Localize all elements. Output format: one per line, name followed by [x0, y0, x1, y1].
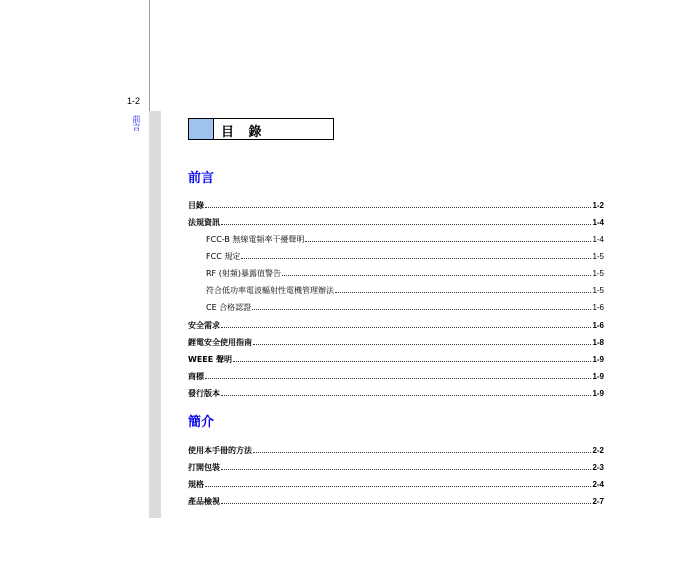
toc-entry[interactable] — [206, 268, 604, 279]
toc-entry-page: 1-5 — [592, 269, 604, 278]
toc-entry-label: 產品檢視 — [188, 497, 220, 506]
leader-dots — [205, 206, 591, 208]
toc-entry-page: 2-4 — [592, 480, 604, 489]
toc-entry[interactable] — [206, 285, 604, 296]
toc-entry-label: 打開包裝 — [188, 463, 220, 472]
toc-entry-page: 1-9 — [592, 389, 604, 398]
toc-title: 目 錄 — [221, 125, 267, 140]
toc-entry[interactable] — [188, 371, 604, 382]
leader-dots — [335, 291, 591, 293]
toc-entry-label: FCC 規定 — [206, 252, 241, 261]
toc-entry-label: 安全需求 — [188, 321, 220, 330]
toc-entry-label: 規格 — [188, 480, 204, 489]
margin-gutter — [149, 111, 161, 518]
margin-rule — [149, 0, 150, 111]
toc-entry-page: 2-3 — [592, 463, 604, 472]
leader-dots — [233, 360, 591, 362]
toc-entry-page: 1-8 — [592, 338, 604, 347]
toc-entry-label: 目錄 — [188, 201, 204, 210]
leader-dots — [221, 502, 591, 504]
toc-entry[interactable] — [188, 445, 604, 456]
toc-entry-page: 1-6 — [592, 321, 604, 330]
toc-entry-page: 1-2 — [592, 201, 604, 210]
toc-entry-label: 商標 — [188, 372, 204, 381]
leader-dots — [205, 485, 591, 487]
page-number: 1-2 — [127, 96, 141, 106]
toc-entry-page: 1-4 — [592, 218, 604, 227]
title-color-swatch — [189, 119, 214, 139]
leader-dots — [305, 240, 591, 242]
leader-dots — [221, 394, 591, 396]
toc-entry-label: 發行版本 — [188, 389, 220, 398]
toc-entry[interactable] — [188, 200, 604, 211]
toc-entry[interactable] — [206, 251, 604, 262]
chapter-tab-label: 前言 — [132, 115, 141, 131]
leader-dots — [221, 326, 591, 328]
toc-title-box — [188, 118, 334, 140]
toc-entry-label: FCC-B 無線電頻率干擾聲明 — [206, 235, 305, 244]
toc-entry[interactable] — [188, 496, 604, 507]
toc-entry[interactable] — [188, 217, 604, 228]
toc-entry[interactable] — [188, 479, 604, 490]
toc-entry-label: 符合低功率電波輻射性電機管理辦法 — [206, 286, 334, 295]
toc-entry[interactable] — [188, 320, 604, 331]
leader-dots — [253, 343, 591, 345]
toc-entry-page: 1-5 — [592, 286, 604, 295]
section-heading-introduction: 簡介 — [188, 415, 215, 430]
leader-dots — [221, 223, 591, 225]
toc-entry-page: 1-6 — [592, 303, 604, 312]
toc-entry-label: RF (射頻)暴露值警告 — [206, 269, 281, 278]
toc-entry-label: 法規資訊 — [188, 218, 220, 227]
toc-entry[interactable] — [188, 462, 604, 473]
toc-entry[interactable] — [188, 337, 604, 348]
toc-entry-page: 1-4 — [592, 235, 604, 244]
section-heading-preface: 前言 — [188, 171, 215, 186]
toc-entry-label: 使用本手冊的方法 — [188, 446, 252, 455]
toc-entry-page: 1-9 — [592, 372, 604, 381]
leader-dots — [252, 308, 591, 310]
toc-entry-label: 鋰電安全使用指南 — [188, 338, 252, 347]
toc-entry[interactable] — [188, 388, 604, 399]
leader-dots — [241, 257, 591, 259]
toc-entry-label: CE 合格認證 — [206, 303, 252, 312]
toc-entry-page: 1-5 — [592, 252, 604, 261]
toc-entry-page: 1-9 — [592, 355, 604, 364]
toc-entry[interactable] — [188, 354, 604, 365]
leader-dots — [282, 274, 591, 276]
toc-entry-label: WEEE 聲明 — [188, 355, 233, 364]
toc-entry-page: 2-7 — [592, 497, 604, 506]
leader-dots — [253, 451, 591, 453]
leader-dots — [221, 468, 591, 470]
toc-entry-page: 2-2 — [592, 446, 604, 455]
toc-entry[interactable] — [206, 234, 604, 245]
toc-entry[interactable] — [206, 302, 604, 313]
leader-dots — [205, 377, 591, 379]
